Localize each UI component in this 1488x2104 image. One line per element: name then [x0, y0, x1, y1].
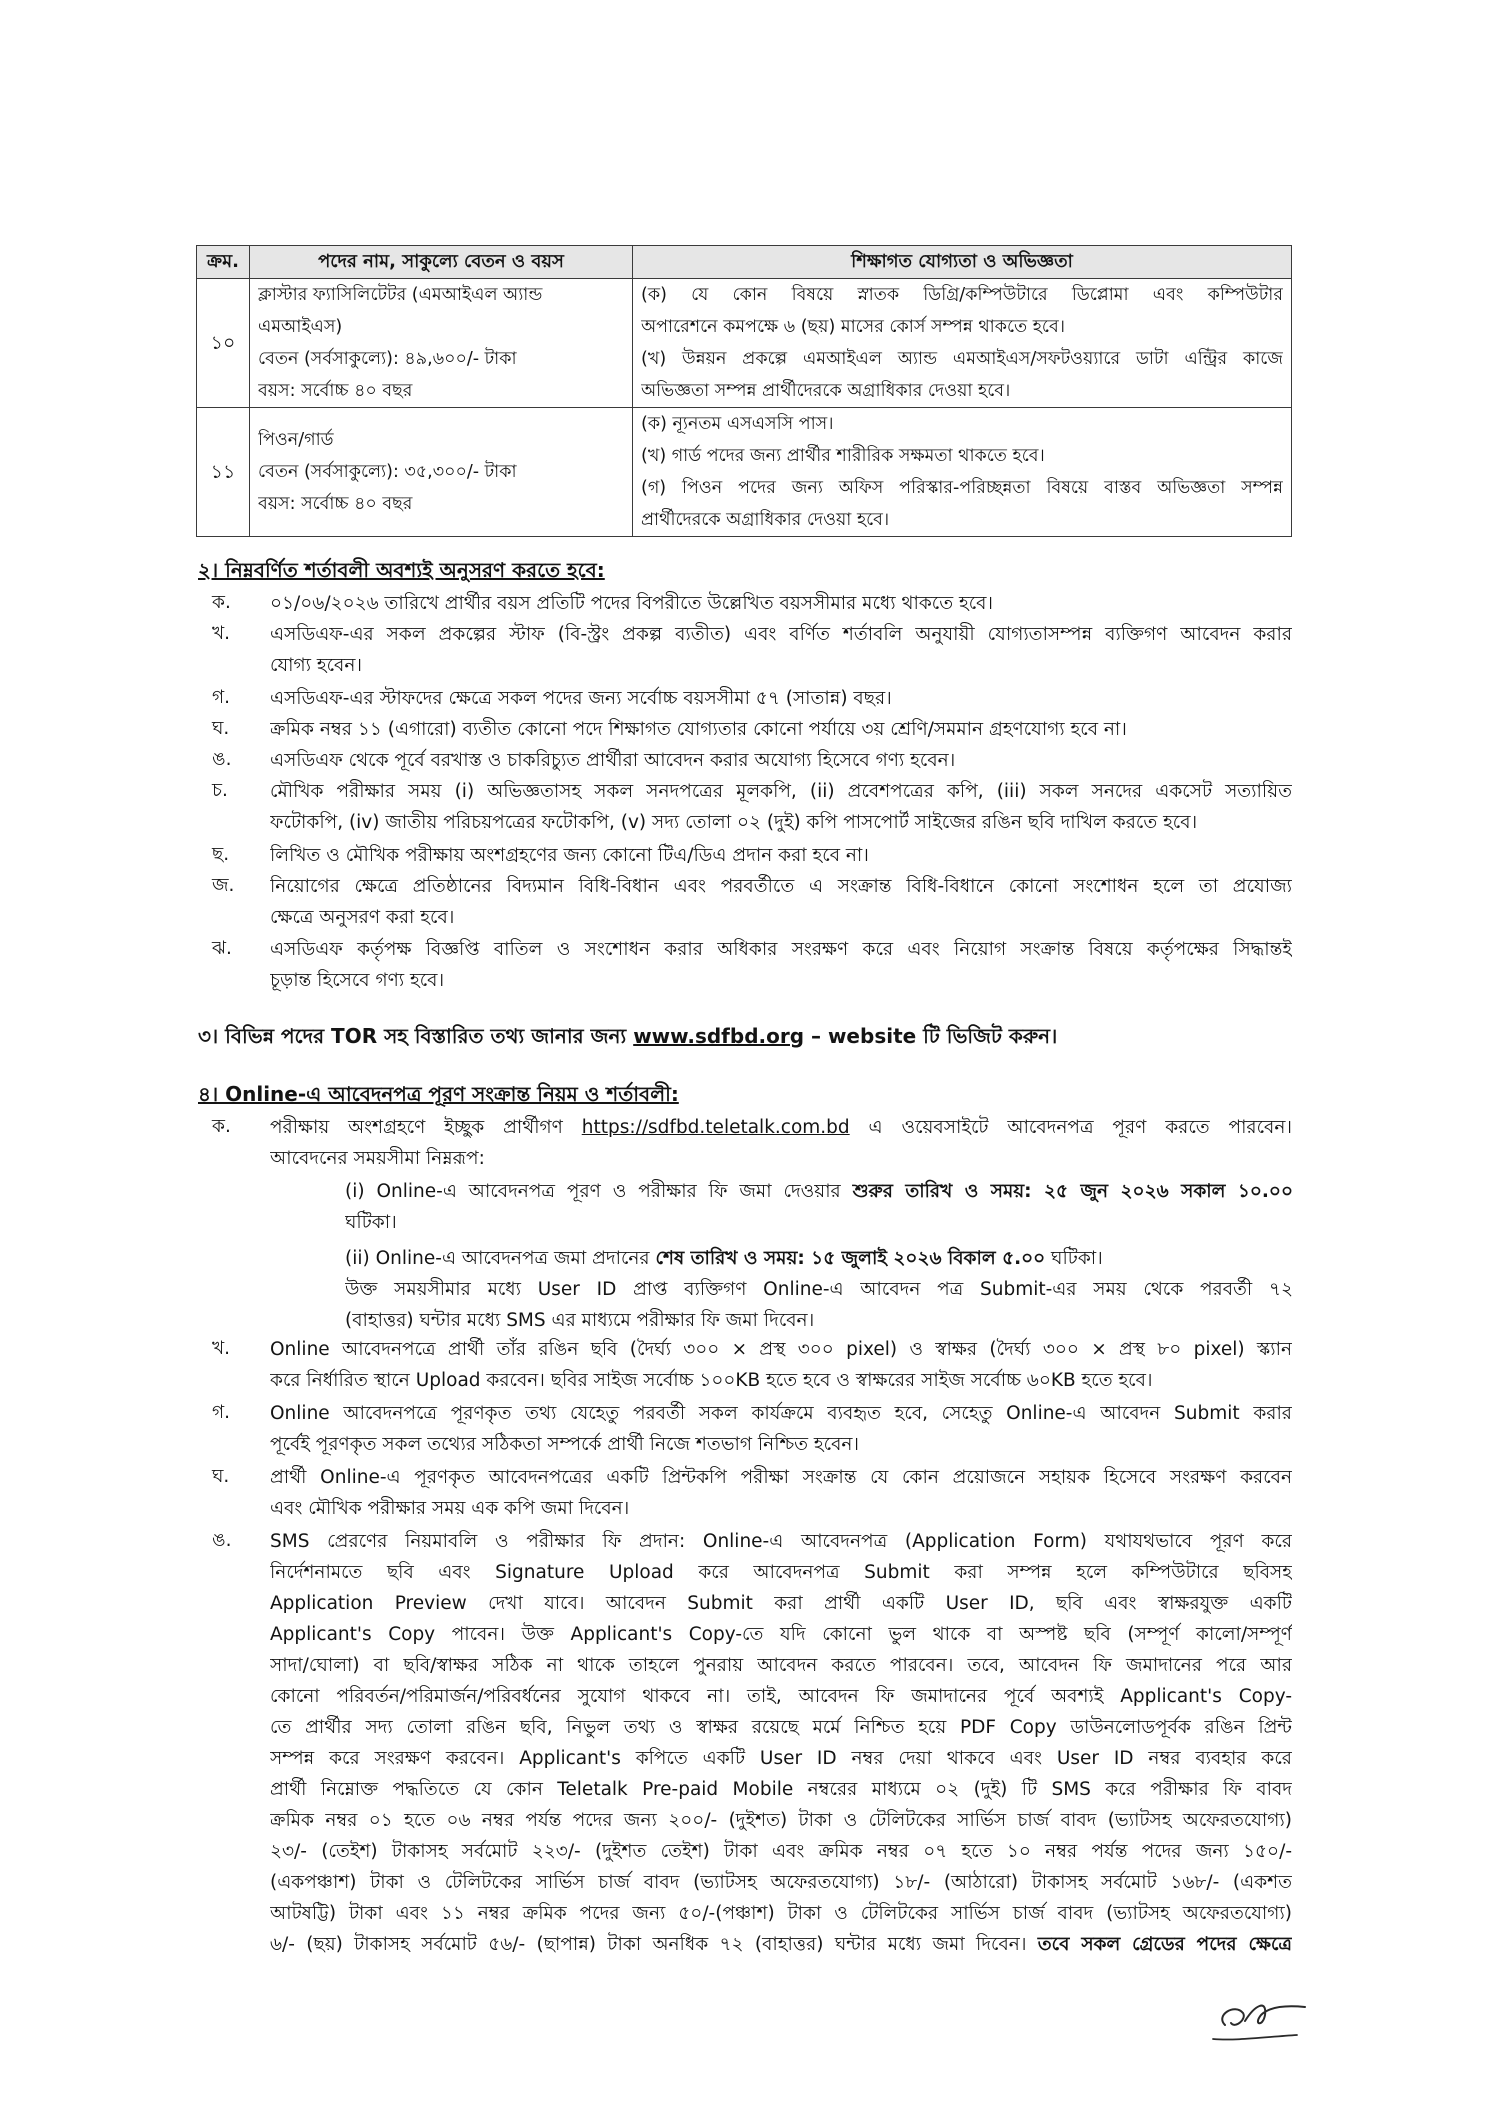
item-text: এসডিএফ কর্তৃপক্ষ বিজ্ঞপ্তি বাতিল ও সংশোধন করার অধিকার সংরক্ষণ করে এবং নিয়োগ সংক্রান্ত বিষয়ে কর্তৃপক্ষের সিদ্ধান্তই [270, 939, 1292, 960]
item-text: ২৩/- (তেইশ) টাকাসহ সর্বমোট ২২৩/- (দুইশত তেইশ) টাকা এবং ক্রমিক নম্বর ০৭ হতে ১০ নম্বর পর্যন্ত পদের জন্য ১৫০/- [270, 1841, 1292, 1862]
row-post [250, 279, 633, 408]
item-marker: জ. [212, 875, 235, 896]
item-text: প্রার্থী নিম্নোক্ত পদ্ধতিতে যে কোন Teletalk Pre-paid Mobile নম্বরের মাধ্যমে ০২ (দুই) টি SMS করে পরীক্ষার ফি বাবদ [270, 1779, 1292, 1800]
qual-line: প্রার্থীদেরকে অগ্রাধিকার দেওয়া হবে। [641, 510, 890, 530]
post-line: এমআইএস) [258, 317, 343, 337]
schedule-end-date: শেষ তারিখ ও সময়: ১৫ জুলাই ২০২৬ বিকাল ৫.০০ [655, 1248, 1046, 1269]
nga-last-text: ৬/- (ছয়) টাকাসহ সর্বমোট ৫৬/- (ছাপান্ন) টাকা অনধিক ৭২ (বাহাত্তর) ঘন্টার মধ্যে জমা দিবেন। [270, 1934, 1038, 1955]
teletalk-link[interactable]: https://sdfbd.teletalk.com.bd [581, 1117, 850, 1138]
qual-line: অপারেশনে কমপক্ষে ৬ (ছয়) মাসের কোর্স সম্পন্ন থাকতে হবে। [641, 317, 1065, 337]
row-qualification [633, 408, 1292, 537]
table-header-row [197, 246, 1292, 279]
item-marker: ঙ. [212, 749, 232, 770]
item-text: যোগ্য হবেন। [270, 655, 363, 676]
post-line: বেতন (সর্বসাকুল্যে): ৩৫,৩০০/- টাকা [258, 462, 517, 482]
item-text: সাদা/ঘোলা) বা ছবি/স্বাক্ষর সঠিক না থাকে তাহলে পুনরায় আবেদন করতে পারবেন। তবে, আবেদন ফি জমাদানের পরে আর [270, 1655, 1292, 1676]
schedule-start [345, 1176, 1293, 1207]
item-text: প্রার্থী Online-এ পূরণকৃত আবেদনপত্রের একটি প্রিন্টকপি পরীক্ষা সংক্রান্ত যে কোন প্রয়োজনে সহায়ক হিসেবে সংরক্ষণ করবেন [270, 1467, 1292, 1488]
qual-line: (ক) যে কোন বিষয়ে স্নাতক ডিগ্রি/কম্পিউটারে ডিপ্লোমা এবং কম্পিউটার [641, 285, 1283, 305]
item-marker: ক. [212, 1116, 231, 1137]
row-post [250, 408, 633, 537]
item-text: ক্রমিক নম্বর ০১ হতে ০৬ নম্বর পর্যন্ত পদের জন্য ২০০/- (দুইশত) টাকা ও টেলিটকের সার্ভিস চার্জ বাবদ (ভ্যাটসহ অফেরতযোগ্য) [270, 1810, 1292, 1831]
item-text: ফটোকপি, (iv) জাতীয় পরিচয়পত্রের ফটোকপি, (v) সদ্য তোলা ০২ (দুই) কপি পাসপোর্ট সাইজের রঙিন ছবি দাখিল করতে হবে। [270, 812, 1198, 833]
item-marker: খ. [212, 623, 231, 644]
section-3-suffix: – website টি ভিজিট করুন। [804, 1024, 1058, 1048]
post-line: বেতন (সর্বসাকুল্যে): ৪৯,৬০০/- টাকা [258, 349, 517, 369]
item-marker: গ. [212, 1402, 231, 1423]
item-text: Online আবেদনপত্রে প্রার্থী তাঁর রঙিন ছবি (দৈর্ঘ্য ৩০০ × প্রস্থ ৩০০ pixel) ও স্বাক্ষর (দৈর্ঘ্য ৩০০ × প্রস্থ ৮০ pixel) স্ক্যান [270, 1339, 1292, 1360]
item-text: Application Preview দেখা যাবে। আবেদন Submit করা প্রার্থী একটি User ID, ছবি এবং স্বাক্ষরযুক্ত একটি [270, 1593, 1292, 1614]
item-text: নির্দেশনামতে ছবি এবং Signature Upload করে আবেদনপত্র Submit করা সম্পন্ন হলে কম্পিউটারে ছবিসহ [270, 1562, 1292, 1583]
nga-last-bold: তবে সকল গ্রেডের পদের ক্ষেত্রে [1037, 1934, 1292, 1955]
post-line: বয়স: সর্বোচ্চ ৪০ বছর [258, 494, 413, 514]
header-serial: ক্রম. [197, 246, 250, 279]
schedule-end [345, 1243, 1293, 1274]
item-text: লিখিত ও মৌখিক পরীক্ষায় অংশগ্রহণের জন্য কোনো টিএ/ডিএ প্রদান করা হবে না। [270, 845, 869, 866]
schedule-start-date: শুরুর তারিখ ও সময়: ২৫ জুন ২০২৬ সকাল ১০.০০ [852, 1181, 1293, 1202]
item-text: মৌখিক পরীক্ষার সময় (i) অভিজ্ঞতাসহ সকল সনদপত্রের মূলকপি, (ii) প্রবেশপত্রের কপি, (iii) সকল সনদের একসেট সত্যায়িত [270, 781, 1292, 802]
item-text: এসডিএফ-এর সকল প্রকল্পের স্টাফ (বি-স্ট্রং প্রকল্প ব্যতীত) এবং বর্ণিত শর্তাবলি অনুযায়ী যোগ্যতাসম্পন্ন ব্যক্তিগণ আবেদন করার [270, 624, 1292, 645]
item-text: ক্রমিক নম্বর ১১ (এগারো) ব্যতীত কোনো পদে শিক্ষাগত যোগ্যতার কোনো পর্যায়ে ৩য় শ্রেণি/সমমান গ্রহণযোগ্য হবে না। [270, 719, 1127, 740]
item-text: এসডিএফ থেকে পূর্বে বরখাস্ত ও চাকরিচ্যুত প্রার্থীরা আবেদন করার অযোগ্য হিসেবে গণ্য হবেন। [270, 750, 956, 771]
item-text: সম্পন্ন করে সংরক্ষণ করবেন। Applicant's কপিতে একটি User ID নম্বর দেয়া থাকবে এবং User ID নম্বর ব্যবহার করে [270, 1748, 1292, 1769]
sdf-website-link[interactable]: www.sdfbd.org [633, 1024, 805, 1048]
schedule-end-label: (ii) Online-এ আবেদনপত্র জমা প্রদানের [345, 1248, 656, 1269]
item-text [270, 1929, 1292, 1960]
item-marker: গ. [212, 687, 231, 708]
item-text [270, 1112, 1292, 1143]
item-text: চূড়ান্ত হিসেবে গণ্য হবে। [270, 970, 445, 991]
header-post: পদের নাম, সাকুল্যে বেতন ও বয়স [250, 246, 633, 279]
qual-line: (ক) ন্যূনতম এসএসসি পাস। [641, 414, 834, 434]
schedule-start-end: ঘটিকা। [345, 1212, 397, 1233]
item-text: Applicant's Copy পাবেন। উক্ত Applicant's Copy-তে যদি কোনো ভুল থাকে বা অস্পষ্ট ছবি (সম্পূর্ণ কালো/সম্পূর্ণ [270, 1624, 1292, 1645]
item-text: আবেদনের সময়সীমা নিম্নরূপ: [270, 1148, 485, 1169]
schedule-end-suffix: ঘটিকা। [1045, 1248, 1103, 1269]
row-serial: ১১ [197, 408, 250, 537]
signature-mark [1205, 1985, 1315, 2055]
ka-text-a: পরীক্ষায় অংশগ্রহণে ইচ্ছুক প্রার্থীগণ [270, 1117, 582, 1138]
header-qualification: শিক্ষাগত যোগ্যতা ও অভিজ্ঞতা [633, 246, 1292, 279]
row-qualification [633, 279, 1292, 408]
item-text: এসডিএফ-এর স্টাফদের ক্ষেত্রে সকল পদের জন্য সর্বোচ্চ বয়সসীমা ৫৭ (সাতান্ন) বছর। [270, 688, 892, 709]
item-marker: ছ. [212, 844, 230, 865]
item-text: তে প্রার্থীর সদ্য তোলা রঙিন ছবি, নিভুল তথ্য ও স্বাক্ষর রয়েছে মর্মে নিশ্চিত হয়ে PDF Copy ডাউনলোডপূর্বক রঙিন প্রিন্ট [270, 1717, 1292, 1738]
table-row [197, 408, 1292, 537]
schedule-note: (বাহাত্তর) ঘন্টার মধ্যে SMS এর মাধ্যমে পরীক্ষার ফি জমা দিবেন। [345, 1310, 815, 1331]
item-marker: ঙ. [212, 1530, 232, 1551]
item-marker: ঝ. [212, 938, 232, 959]
item-text: করে নির্ধারিত স্থানে Upload করবেন। ছবির সাইজ সর্বোচ্চ ১০০KB হতে হবে ও স্বাক্ষরের সাইজ সর্বোচ্চ ৬০KB হতে হবে। [270, 1370, 1153, 1391]
post-line: ক্লাস্টার ফ্যাসিলিটেটর (এমআইএল অ্যান্ড [258, 285, 543, 305]
item-text: এবং মৌখিক পরীক্ষার সময় এক কপি জমা দিবেন। [270, 1498, 630, 1519]
schedule-start-label: (i) Online-এ আবেদনপত্র পূরণ ও পরীক্ষার ফি জমা দেওয়ার [345, 1181, 853, 1202]
item-text: SMS প্রেরণের নিয়মাবলি ও পরীক্ষার ফি প্রদান: Online-এ আবেদনপত্র (Application Form) যথাযথভাবে পূরণ করে [270, 1531, 1292, 1552]
item-text: পূর্বেই পূরণকৃত সকল তথ্যের সঠিকতা সম্পর্কে প্রার্থী নিজে শতভাগ নিশ্চিত হবেন। [270, 1434, 860, 1455]
qual-line: (গ) পিওন পদের জন্য অফিস পরিস্কার-পরিচ্ছন্নতা বিষয়ে বাস্তব অভিজ্ঞতা সম্পন্ন [641, 478, 1283, 498]
qual-line: অভিজ্ঞতা সম্পন্ন প্রার্থীদেরকে অগ্রাধিকার দেওয়া হবে। [641, 381, 1011, 401]
item-marker: চ. [212, 780, 228, 801]
item-text: ক্ষেত্রে অনুসরণ করা হবে। [270, 907, 455, 928]
section-4-title: ৪। Online-এ আবেদনপত্র পূরণ সংক্রান্ত নিয়ম ও শর্তাবলী: [198, 1082, 679, 1106]
item-marker: ক. [212, 592, 231, 613]
item-text: কোনো পরিবর্তন/পরিমার্জন/পরিবর্ধনের সুযোগ থাকবে না। তাই, আবেদন ফি জমাদানের পূর্বে অবশ্যই Applicant's Copy- [270, 1686, 1292, 1707]
item-text: Online আবেদনপত্রে পূরণকৃত তথ্য যেহেতু পরবর্তী সকল কার্যক্রমে ব্যবহৃত হবে, সেহেতু Online-এ আবেদন Submit করার [270, 1403, 1292, 1424]
schedule-block [345, 1176, 1293, 1336]
item-marker: খ. [212, 1338, 231, 1359]
ka-text-b: এ ওয়েবসাইটে আবেদনপত্র পূরণ করতে পারবেন। [849, 1117, 1292, 1138]
item-marker: ঘ. [212, 1466, 230, 1487]
schedule-note: উক্ত সময়সীমার মধ্যে User ID প্রাপ্ত ব্যক্তিগণ Online-এ আবেদন পত্র Submit-এর সময় থেকে পরবর্তী ৭২ [345, 1279, 1293, 1300]
section-3-line [198, 1022, 1057, 1055]
item-marker: ঘ. [212, 718, 230, 739]
posts-table [196, 245, 1292, 537]
item-text: নিয়োগের ক্ষেত্রে প্রতিষ্ঠানের বিদ্যমান বিধি-বিধান এবং পরবর্তীতে এ সংক্রান্ত বিধি-বিধানে কোনো সংশোধন হলে তা প্রযোজ্য [270, 876, 1292, 897]
item-text: (একপঞ্চাশ) টাকা ও টেলিটকের সার্ভিস চার্জ বাবদ (ভ্যাটসহ অফেরতযোগ্য) ১৮/- (আঠারো) টাকাসহ সর্বমোট ১৬৮/- (একশত [270, 1872, 1292, 1893]
item-text: আটষট্টি) টাকা এবং ১১ নম্বর ক্রমিক পদের জন্য ৫০/-(পঞ্চাশ) টাকা ও টেলিটকের সার্ভিস চার্জ বাবদ (ভ্যাটসহ অফেরতযোগ্য) [270, 1903, 1292, 1924]
row-serial: ১০ [197, 279, 250, 408]
post-line: বয়স: সর্বোচ্চ ৪০ বছর [258, 381, 413, 401]
post-line: পিওন/গার্ড [258, 430, 334, 450]
qual-line: (খ) উন্নয়ন প্রকল্পে এমআইএল অ্যান্ড এমআইএস/সফটওয়্যারে ডাটা এন্ট্রির কাজে [641, 349, 1283, 369]
table-row [197, 279, 1292, 408]
qual-line: (খ) গার্ড পদের জন্য প্রার্থীর শারীরিক সক্ষমতা থাকতে হবে। [641, 446, 1045, 466]
section-2-title: ২। নিম্নবর্ণিত শর্তাবলী অবশ্যই অনুসরণ করতে হবে: [198, 558, 605, 582]
section-3-prefix: ৩। বিভিন্ন পদের TOR সহ বিস্তারিত তথ্য জানার জন্য [198, 1024, 634, 1048]
item-text: ০১/০৬/২০২৬ তারিখে প্রার্থীর বয়স প্রতিটি পদের বিপরীতে উল্লেখিত বয়সসীমার মধ্যে থাকতে হবে। [270, 593, 994, 614]
